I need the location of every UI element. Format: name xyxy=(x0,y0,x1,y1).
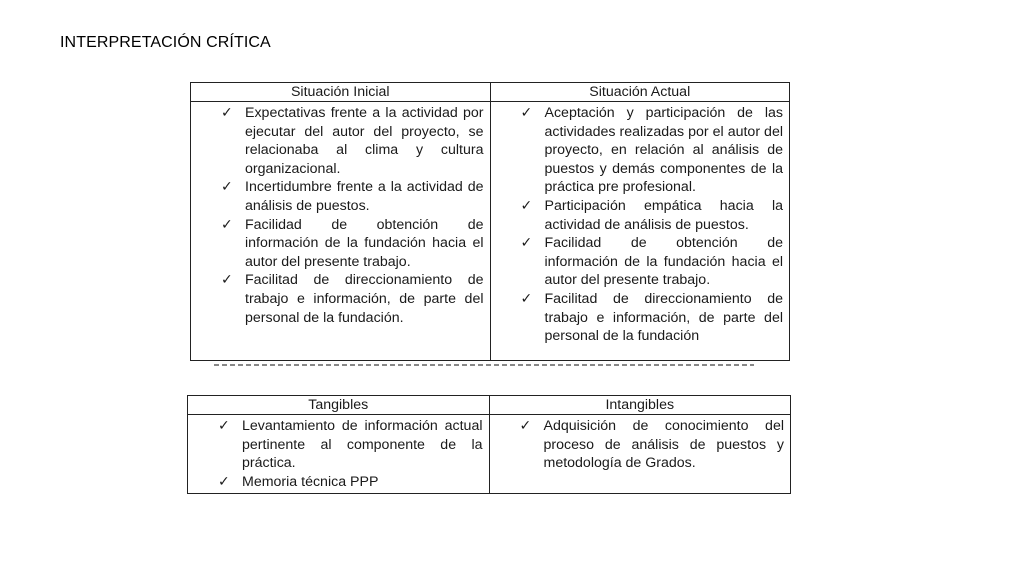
list-item-text: Facilidad de obtención de información de la fundación hacia el autor del presente trabajo. xyxy=(544,235,783,289)
slide-title: INTERPRETACIÓN CRÍTICA xyxy=(60,34,271,51)
situacion-actual-list xyxy=(491,102,790,346)
list-item xyxy=(491,104,784,197)
list-item-text: Facilidad de obtención de información de la fundación hacia el autor del presente trabajo. xyxy=(245,216,484,270)
list-item-text: Expectativas frente a la actividad por ejecutar del autor del proyecto, se relacionaba al clima y cultura organizacional. xyxy=(245,105,484,177)
situacion-inicial-cell xyxy=(191,102,491,361)
list-item xyxy=(490,417,785,473)
intangibles-list xyxy=(490,415,791,473)
checkmark-icon: ✓ xyxy=(520,197,533,214)
header-intangibles: Intangibles xyxy=(489,396,791,415)
list-item-text: Levantamiento de información actual pertinente al componente de la práctica. xyxy=(242,418,483,472)
list-item xyxy=(491,234,784,290)
checkmark-icon: ✓ xyxy=(221,179,233,196)
list-item-text: Incertidumbre frente a la actividad de análisis de puestos. xyxy=(245,179,484,214)
situacion-inicial-list xyxy=(191,102,490,327)
checkmark-icon: ✓ xyxy=(221,105,233,121)
situacion-actual-cell xyxy=(490,102,790,361)
tangibles-list xyxy=(188,415,489,491)
list-item-text: Participación empática hacia la actividad de análisis de puestos. xyxy=(544,197,783,233)
list-item xyxy=(188,473,483,492)
header-situacion-actual: Situación Actual xyxy=(490,83,790,102)
results-table xyxy=(187,395,791,494)
list-item xyxy=(191,104,484,178)
list-item-text: Aceptación y participación de las actividades realizadas por el autor del proyecto, en relación al análisis de puestos y demás componentes de la práctica pre profesional. xyxy=(544,105,783,196)
list-item xyxy=(191,271,484,327)
list-item xyxy=(191,178,484,215)
list-item-text: Memoria técnica PPP xyxy=(242,473,379,490)
checkmark-icon: ✓ xyxy=(520,290,533,307)
checkmark-icon: ✓ xyxy=(221,272,233,289)
list-item xyxy=(191,216,484,272)
list-item-text: Adquisición de conocimiento del proceso de análisis de puestos y metodología de Grados. xyxy=(543,418,784,472)
checkmark-icon: ✓ xyxy=(221,216,233,233)
tangibles-cell xyxy=(188,415,490,494)
checkmark-icon: ✓ xyxy=(218,418,230,434)
header-situacion-inicial: Situación Inicial xyxy=(191,83,491,102)
list-item-text: Facilitad de direccionamiento de trabajo e información, de parte del personal de la fundación xyxy=(544,290,783,345)
list-item xyxy=(491,197,784,234)
list-item xyxy=(188,417,483,473)
checkmark-icon: ✓ xyxy=(520,105,533,121)
list-item-text: Facilitad de direccionamiento de trabajo e información, de parte del personal de la fundación. xyxy=(245,272,484,326)
checkmark-icon: ✓ xyxy=(520,235,533,252)
header-tangibles: Tangibles xyxy=(188,396,490,415)
intangibles-cell xyxy=(489,415,791,494)
list-item xyxy=(491,290,784,346)
cropped-caption-line xyxy=(214,361,754,366)
situation-table xyxy=(190,82,790,361)
checkmark-icon: ✓ xyxy=(519,418,532,434)
checkmark-icon: ✓ xyxy=(218,473,230,490)
